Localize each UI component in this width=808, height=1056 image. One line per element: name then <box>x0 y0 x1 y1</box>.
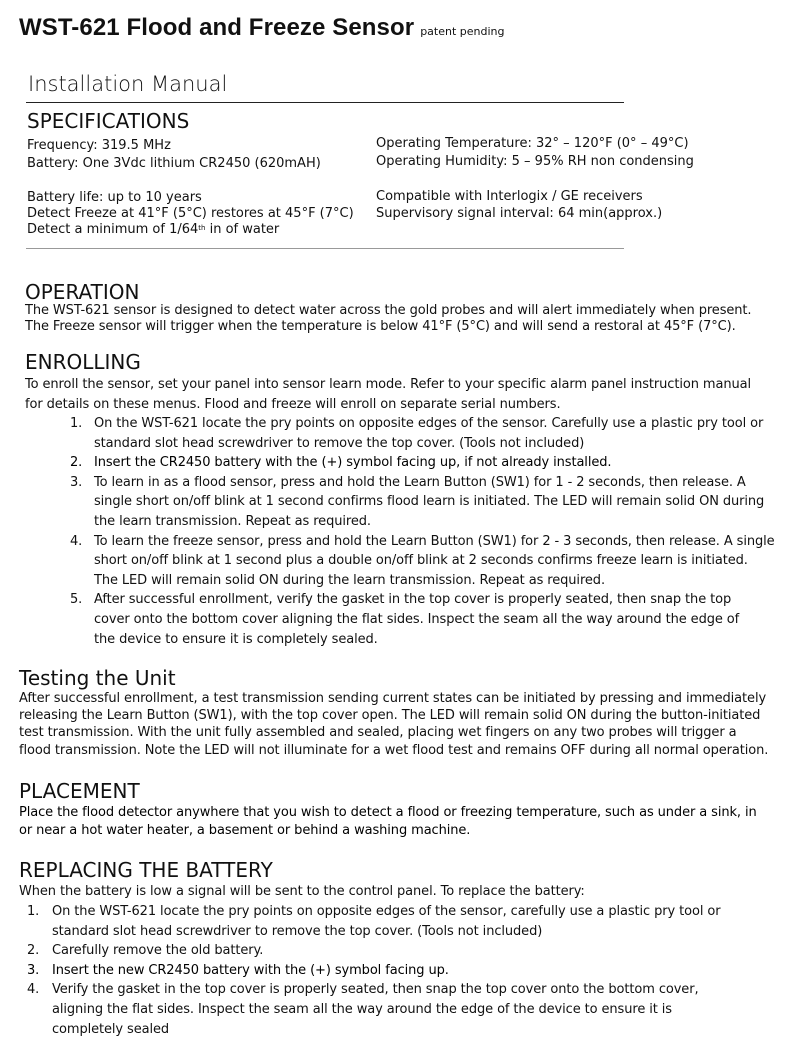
step-line: Insert the new CR2450 battery with the (+) symbol facing up. <box>52 962 449 978</box>
step-line: standard slot head screwdriver to remove the top cover. (Tools not included) <box>94 435 585 451</box>
spec-battery: Battery: One 3Vdc lithium CR2450 (620mAH) <box>27 156 321 171</box>
enrolling-step <box>70 532 790 591</box>
document-title <box>19 14 505 42</box>
enrolling-step <box>70 414 790 453</box>
step-line: To learn the freeze sensor, press and hold the Learn Button (SW1) for 2 - 3 seconds, then release. A single <box>94 533 775 549</box>
spec-detect-water <box>27 221 279 238</box>
spec-divider <box>26 248 624 249</box>
step-number: 5. <box>70 592 83 608</box>
enrolling-intro-line: for details on these menus. Flood and freeze will enroll on separate serial numbers. <box>25 396 561 412</box>
step-line: the learn transmission. Repeat as required. <box>94 513 371 529</box>
spec-operating-temperature: Operating Temperature: 32° – 120°F (0° – 49°C) <box>376 136 689 151</box>
step-line: aligning the flat sides. Inspect the seam all the way around the edge of the device to ensure it is <box>52 1001 672 1017</box>
spec-detect-water-sup: th <box>198 224 206 232</box>
spec-detect-water-prefix: Detect a minimum of 1/64 <box>27 222 199 237</box>
placement-text <box>19 804 794 840</box>
step-line: On the WST-621 locate the pry points on opposite edges of the sensor, carefully use a plastic pry tool or <box>52 904 721 919</box>
step-number: 3. <box>27 962 40 978</box>
step-number: 2. <box>70 455 83 471</box>
step-line: short on/off blink at 1 second plus a double on/off blink at 2 seconds confirms freeze learn is initiated. <box>94 553 748 569</box>
battery-heading: REPLACING THE BATTERY <box>19 858 273 882</box>
spec-operating-humidity: Operating Humidity: 5 – 95% RH non condensing <box>376 154 694 169</box>
spec-compatibility: Compatible with Interlogix / GE receivers <box>376 189 643 204</box>
enrolling-step <box>70 590 790 649</box>
product-title: WST-621 Flood and Freeze Sensor <box>19 14 415 41</box>
operation-text <box>25 303 785 335</box>
step-line: The LED will remain solid ON during the learn transmission. Repeat as required. <box>94 572 605 588</box>
enrolling-step <box>70 473 790 532</box>
enrolling-intro <box>25 375 785 414</box>
testing-text <box>19 690 794 759</box>
battery-step <box>27 902 787 941</box>
operation-line: The Freeze sensor will trigger when the temperature is below 41°F (5°C) and will send a restoral at 45°F (7°C). <box>25 319 736 334</box>
battery-step <box>27 941 787 961</box>
spec-supervisory: Supervisory signal interval: 64 min(approx.) <box>376 206 663 221</box>
testing-line: flood transmission. Note the LED will not illuminate for a wet flood test and remains OFF during all normal operation. <box>19 742 769 758</box>
patent-note: patent pending <box>420 25 505 38</box>
testing-line: test transmission. With the unit fully assembled and sealed, placing wet fingers on any two probes will trigger a <box>19 725 737 741</box>
enrolling-intro-line: To enroll the sensor, set your panel into sensor learn mode. Refer to your specific alarm panel instruction manual <box>25 377 751 392</box>
step-number: 3. <box>70 474 83 490</box>
step-line: On the WST-621 locate the pry points on opposite edges of the sensor. Carefully use a plastic pry tool or <box>94 416 764 431</box>
specifications-heading: SPECIFICATIONS <box>27 109 190 133</box>
battery-step <box>27 980 787 1039</box>
step-line: Verify the gasket in the top cover is properly seated, then snap the top cover onto the bottom cover, <box>52 982 699 998</box>
step-line: standard slot head screwdriver to remove the top cover. (Tools not included) <box>52 923 543 939</box>
step-line: completely sealed <box>52 1021 170 1037</box>
step-number: 1. <box>27 904 40 919</box>
enrolling-step <box>70 453 790 473</box>
battery-step <box>27 961 787 981</box>
step-line: Insert the CR2450 battery with the (+) symbol facing up, if not already installed. <box>94 455 612 471</box>
step-line: After successful enrollment, verify the gasket in the top cover is properly seated, then snap the top <box>94 592 732 608</box>
step-line: cover onto the bottom cover aligning the flat sides. Inspect the seam all the way around the edge of <box>94 611 740 627</box>
testing-line: After successful enrollment, a test transmission sending current states can be initiated by pressing and immediately <box>19 691 767 706</box>
spec-detect-water-suffix: in of water <box>205 222 280 237</box>
step-line: the device to ensure it is completely sealed. <box>94 631 378 647</box>
placement-line: or near a hot water heater, a basement or behind a washing machine. <box>19 823 471 838</box>
step-number: 4. <box>27 982 40 998</box>
manual-label: Installation Manual <box>28 72 228 96</box>
operation-heading: OPERATION <box>25 280 140 304</box>
spec-freeze: Detect Freeze at 41°F (5°C) restores at 45°F (7°C) <box>27 206 354 221</box>
enrolling-heading: ENROLLING <box>25 350 141 374</box>
testing-heading: Testing the Unit <box>19 666 176 690</box>
testing-line: releasing the Learn Button (SW1), with the top cover open. The LED will remain solid ON during the button-initiated <box>19 708 761 724</box>
header-divider <box>26 102 624 103</box>
spec-battery-life: Battery life: up to 10 years <box>27 190 202 205</box>
placement-line: Place the flood detector anywhere that you wish to detect a flood or freezing temperature, such as under a sink, in <box>19 805 757 820</box>
step-line: single short on/off blink at 1 second confirms flood learn is initiated. The LED will remain solid ON during <box>94 494 765 510</box>
step-line: Carefully remove the old battery. <box>52 943 264 959</box>
step-line: To learn in as a flood sensor, press and hold the Learn Button (SW1) for 1 - 2 seconds, then release. A <box>94 474 746 490</box>
enrolling-steps <box>70 414 790 649</box>
operation-line: The WST-621 sensor is designed to detect water across the gold probes and will alert immediately when present. <box>25 303 752 318</box>
battery-steps <box>27 902 787 1039</box>
placement-heading: PLACEMENT <box>19 779 140 803</box>
step-number: 1. <box>70 416 83 431</box>
step-number: 4. <box>70 533 83 549</box>
step-number: 2. <box>27 943 40 959</box>
battery-intro: When the battery is low a signal will be sent to the control panel. To replace the battery: <box>19 884 585 899</box>
spec-frequency: Frequency: 319.5 MHz <box>27 138 171 153</box>
